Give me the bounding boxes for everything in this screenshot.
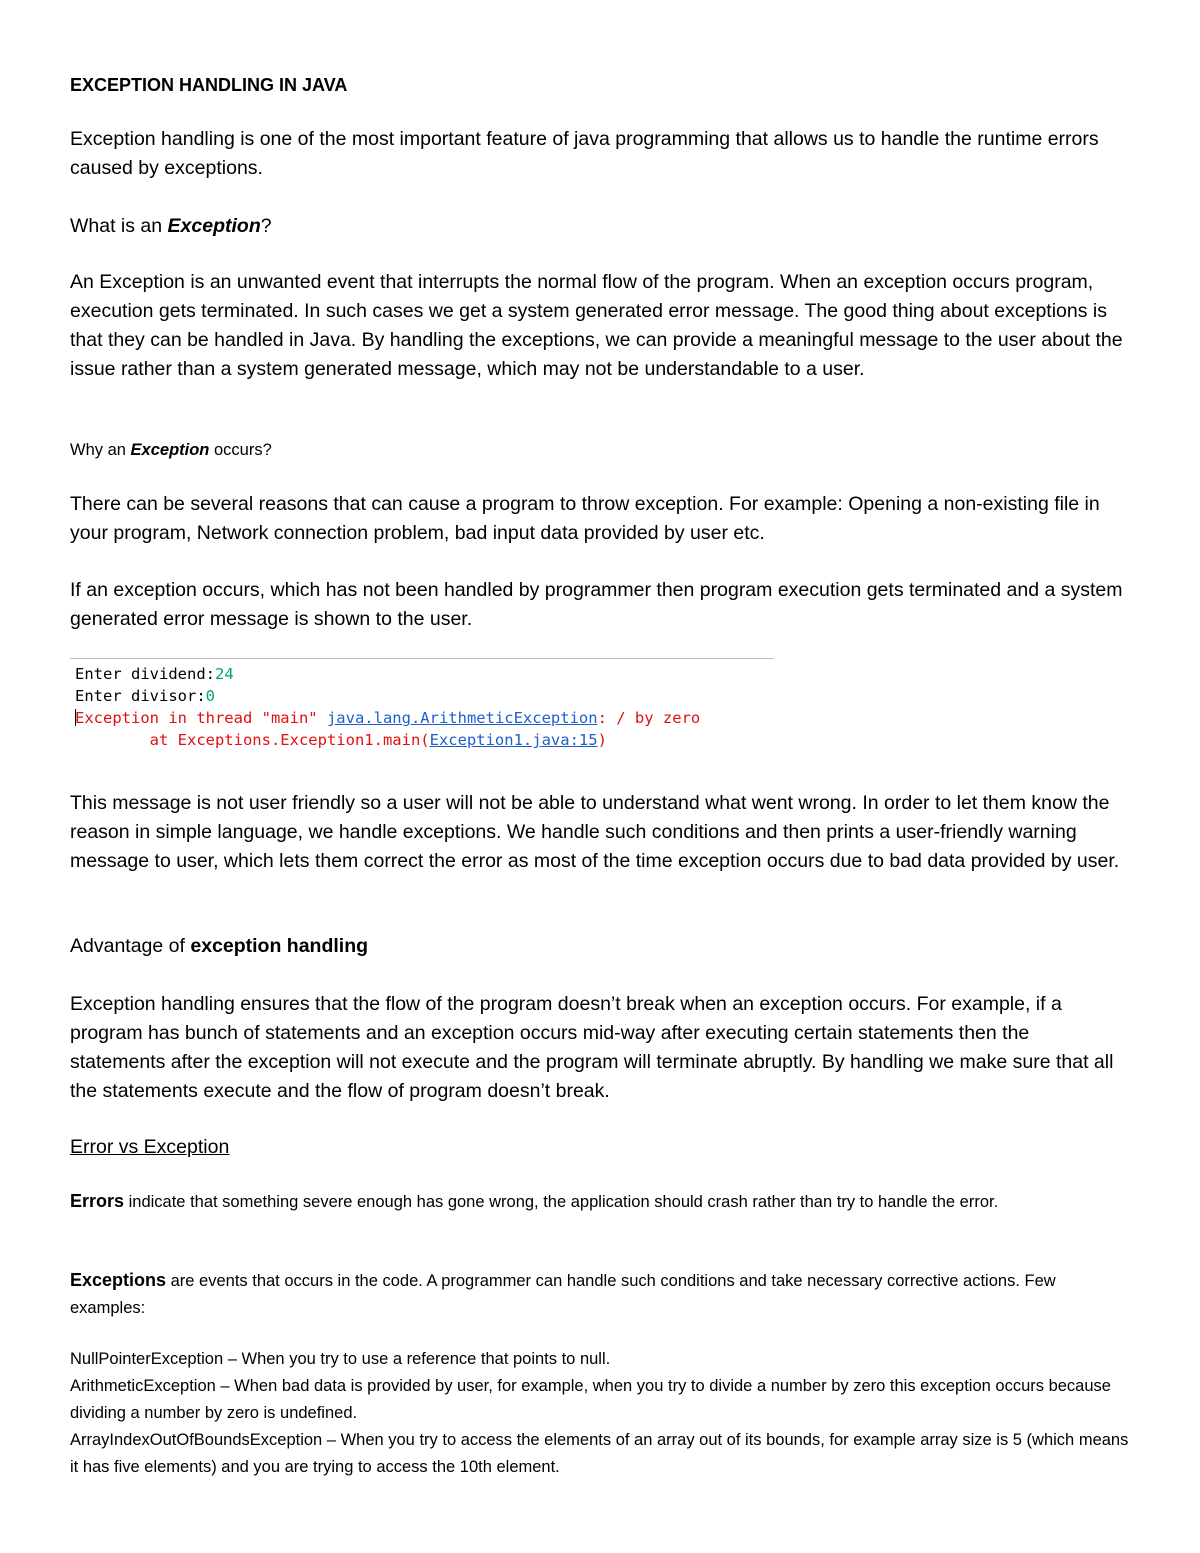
- document-title: EXCEPTION HANDLING IN JAVA: [70, 75, 348, 95]
- examples-list: [70, 1346, 1130, 1481]
- exception-class-link[interactable]: java.lang.ArithmeticException: [326, 709, 598, 727]
- console-line-dividend: [70, 663, 774, 685]
- error-vs-exception-heading: Error vs Exception: [70, 1136, 230, 1158]
- errors-paragraph: [70, 1188, 1130, 1216]
- question-what-is-exception: [70, 212, 1130, 241]
- q1-pre: What is an: [70, 215, 168, 237]
- example-null-pointer: NullPointerException – When you try to use a reference that points to null.: [70, 1350, 611, 1368]
- console-line-stacktrace: [70, 729, 774, 751]
- question-why-exception: [70, 437, 1130, 464]
- example-array-index: ArrayIndexOutOfBoundsException – When you try to access the elements of an array out of its bounds, for example array size is 5 (which means it has five elements) and you are trying to access the 10th element.: [70, 1431, 1129, 1476]
- q1-emphasis: Exception: [167, 215, 261, 237]
- divisor-value: 0: [205, 687, 215, 705]
- exception-text: Exception in thread "main": [75, 709, 327, 727]
- advantage-heading: [70, 932, 1130, 961]
- intro-paragraph: Exception handling is one of the most important feature of java programming that allows us to handle the runtime errors caused by exceptions.: [70, 128, 1099, 179]
- exception-message: : / by zero: [597, 709, 701, 727]
- q2-post: occurs?: [209, 441, 272, 459]
- errors-text: indicate that something severe enough has gone wrong, the application should crash rather than try to handle the error.: [124, 1193, 999, 1211]
- stacktrace-close: ): [597, 731, 607, 749]
- exceptions-text: are events that occurs in the code. A programmer can handle such conditions and take necessary corrective actions. Few examples:: [70, 1272, 1056, 1317]
- dividend-label: Enter dividend:: [75, 665, 215, 683]
- source-file-link[interactable]: Exception1.java:15: [429, 731, 598, 749]
- dividend-value: 24: [214, 665, 234, 683]
- q1-post: ?: [260, 215, 272, 237]
- errors-term: Errors: [70, 1191, 125, 1211]
- exception-definition-paragraph: An Exception is an unwanted event that interrupts the normal flow of the program. When an exception occurs program, execution gets terminated. In such cases we get a system generated error message. The good thing about exceptions is that they can be handled in Java. By handling the exceptions, we can provide a meaningful message to the user about the issue rather than a system generated message, which may not be understandable to a user.: [70, 271, 1123, 380]
- advantage-heading-pre: Advantage of: [70, 935, 191, 957]
- unhandled-paragraph: If an exception occurs, which has not been handled by programmer then program execution gets terminated and a system generated error message is shown to the user.: [70, 579, 1123, 630]
- divisor-label: Enter divisor:: [75, 687, 206, 705]
- stacktrace-text: at Exceptions.Exception1.main(: [75, 731, 430, 749]
- reasons-paragraph: There can be several reasons that can cause a program to throw exception. For example: Opening a non-existing file in your program, Network connection problem, bad input data provided by user etc.: [70, 493, 1100, 544]
- console-line-exception: [70, 707, 774, 729]
- not-user-friendly-paragraph: This message is not user friendly so a user will not be able to understand what went wrong. In order to let them know the reason in simple language, we handle exceptions. We handle such conditions and then prints a user-friendly warning message to user, which lets them correct the error as most of the time exception occurs due to bad data provided by user.: [70, 792, 1120, 872]
- advantage-paragraph: Exception handling ensures that the flow of the program doesn’t break when an exception occurs. For example, if a program has bunch of statements and an exception occurs mid-way after executing certain statements then the statements after the exception will not execute and the program will terminate abruptly. By handling we make sure that all the statements execute and the flow of program doesn’t break.: [70, 993, 1114, 1102]
- exceptions-term: Exceptions: [70, 1270, 167, 1290]
- advantage-heading-bold: exception handling: [190, 935, 369, 957]
- exceptions-paragraph: [70, 1267, 1130, 1322]
- q2-pre: Why an: [70, 441, 131, 459]
- example-arithmetic: ArithmeticException – When bad data is provided by user, for example, when you try to divide a number by zero this exception occurs because dividing a number by zero is undefined.: [70, 1377, 1111, 1422]
- console-line-divisor: [70, 685, 774, 707]
- q2-emphasis: Exception: [130, 441, 210, 459]
- console-output: [70, 658, 774, 759]
